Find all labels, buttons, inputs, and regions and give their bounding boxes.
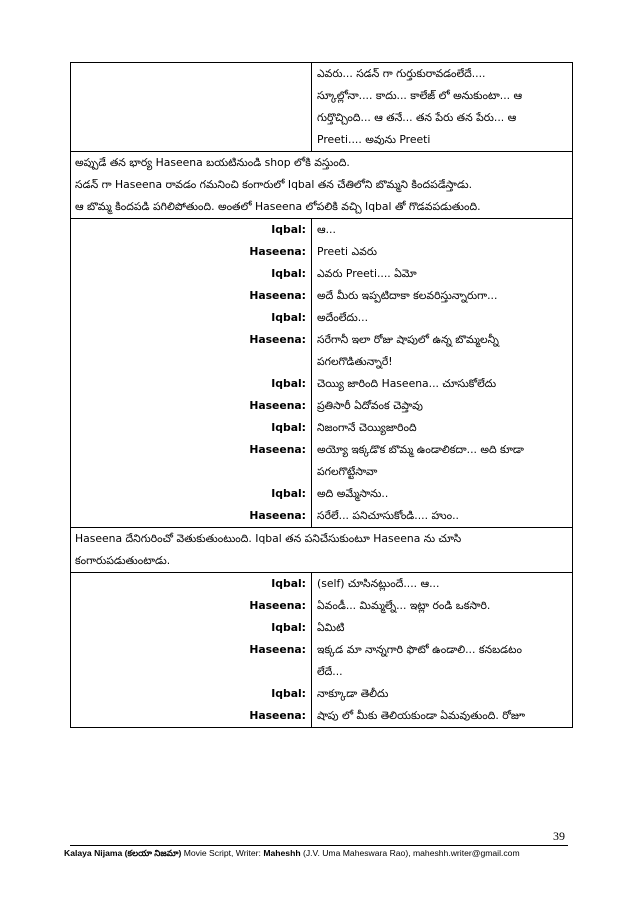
dialogue-line: ఏవండీ... మిమ్మల్నే... ఇట్లా రండి ఒకసారి. [317, 599, 491, 612]
speaker-name: Haseena: [249, 599, 306, 612]
page-number: 39 [553, 829, 565, 843]
action-line: ఆ బొమ్మ కిందపడి పగిలిపోతుంది. అంతలో Haseena లోపలికి వచ్చి Iqbal తో గొడవపడుతుంది. [75, 200, 481, 213]
speaker-name: Haseena: [249, 245, 306, 258]
dialogue-line: Preeti ఎవరు [317, 245, 377, 258]
speaker-column [71, 573, 312, 728]
dialogue-line: లేదే... [317, 665, 343, 678]
dialogue-line: చెయ్యి జారింది Haseena... చూసుకోలేదు [317, 377, 497, 390]
action-row [71, 528, 573, 573]
dialogue-line: అది అమ్మేసాను.. [317, 487, 389, 500]
action-line: కంగారుపడుతుంటాడు. [75, 554, 171, 567]
dialogue-line: పగలగొట్టేసావా [317, 465, 378, 478]
speaker-name: Haseena: [249, 289, 306, 302]
footer-writer: Maheshh [263, 848, 301, 858]
speaker-name: Haseena: [249, 333, 306, 346]
dialogue-line: అదేంలేదు... [317, 311, 369, 324]
dialogue-line: (self) చూసినట్లుందే.... ఆ... [317, 577, 440, 590]
speaker-name: Iqbal: [271, 223, 306, 236]
speaker-name: Haseena: [249, 643, 306, 656]
dialogue-row-continuation [71, 63, 573, 152]
dialogue-line: ఇక్కడ మా నాన్నగారి ఫొటో ఉండాలి... కనబడటం [317, 643, 522, 656]
speaker-name: Iqbal: [271, 621, 306, 634]
dialogue-line: ఎవరు Preeti.... ఏమో [317, 267, 417, 280]
speaker-name: Iqbal: [271, 577, 306, 590]
dialogue-line: షాపు లో మీకు తెలియకుండా ఏమవుతుంది. రోజూ [317, 709, 526, 722]
speaker-column [71, 219, 312, 528]
dialogue-line: ఎవరు... సడన్ గా గుర్తుకురావడంలేదే.... [317, 67, 486, 80]
dialogue-line: సరేలే... పనిచూసుకోండి.... హుం.. [317, 509, 459, 522]
footer-title: Kalaya Nijama (కలయా నిజమా) [64, 848, 182, 858]
dialogue-block [71, 573, 573, 728]
script-table [70, 62, 573, 728]
speaker-name: Iqbal: [271, 421, 306, 434]
speaker-cell [71, 63, 312, 152]
dialogue-line: అయ్యో ఇక్కడొక బొమ్మ ఉండాలికదా... అది కూడా [317, 443, 524, 456]
dialogue-column [312, 573, 573, 728]
dialogue-line: నాక్కూడా తెలీదు [317, 687, 389, 700]
footer-divider [70, 845, 568, 846]
action-row [71, 152, 573, 219]
dialogue-line: సరేగానీ ఇలా రోజు షాపులో ఉన్న బొమ్మలన్నీ [317, 333, 499, 346]
action-line: Haseena దేనిగురించో వెతుకుతుంటుంది. Iqbal తన పనిచేసుకుంటూ Haseena ను చూసి [75, 532, 462, 545]
dialogue-cell [312, 63, 573, 152]
speaker-name: Iqbal: [271, 311, 306, 324]
dialogue-column [312, 219, 573, 528]
footer [64, 848, 584, 861]
dialogue-line: అదే మీరు ఇప్పటిదాకా కలవరిస్తున్నారుగా... [317, 289, 498, 302]
dialogue-line: ఆ... [317, 223, 336, 236]
speaker-name: Iqbal: [271, 487, 306, 500]
footer-middle: Movie Script, Writer: [181, 848, 264, 858]
speaker-name: Haseena: [249, 509, 306, 522]
speaker-name: Haseena: [249, 709, 306, 722]
action-cell [71, 152, 573, 219]
dialogue-block [71, 219, 573, 528]
dialogue-line: ఏమిటి [317, 621, 345, 634]
footer-rest: (J.V. Uma Maheswara Rao), maheshh.writer@gmail.com [300, 848, 520, 858]
speaker-name: Haseena: [249, 443, 306, 456]
action-line: అప్పుడే తన భార్య Haseena బయటినుండి shop లోకి వస్తుంది. [75, 156, 350, 169]
dialogue-line: పగలగొడితున్నారే! [317, 355, 393, 368]
speaker-name: Iqbal: [271, 687, 306, 700]
speaker-name: Iqbal: [271, 267, 306, 280]
dialogue-line: Preeti.... అవును Preeti [317, 133, 431, 146]
action-line: సడన్ గా Haseena రావడం గమనించి కంగారులో Iqbal తన చేతిలోని బొమ్మని కిందపడేస్తాడు. [75, 178, 473, 191]
dialogue-line: ప్రతిసారీ ఏదోవంక చెప్తావు [317, 399, 423, 412]
speaker-name: Iqbal: [271, 377, 306, 390]
dialogue-line: గుర్తొచ్చింది... ఆ తనే... తన పేరు తన పేరు... ఆ [317, 111, 517, 124]
speaker-name: Haseena: [249, 399, 306, 412]
dialogue-line: స్కూల్లోనా.... కాదు... కాలేజ్ లో అనుకుంటా... ఆ [317, 89, 523, 102]
action-cell [71, 528, 573, 573]
dialogue-line: నిజంగానే చెయ్యిజారింది [317, 421, 417, 434]
